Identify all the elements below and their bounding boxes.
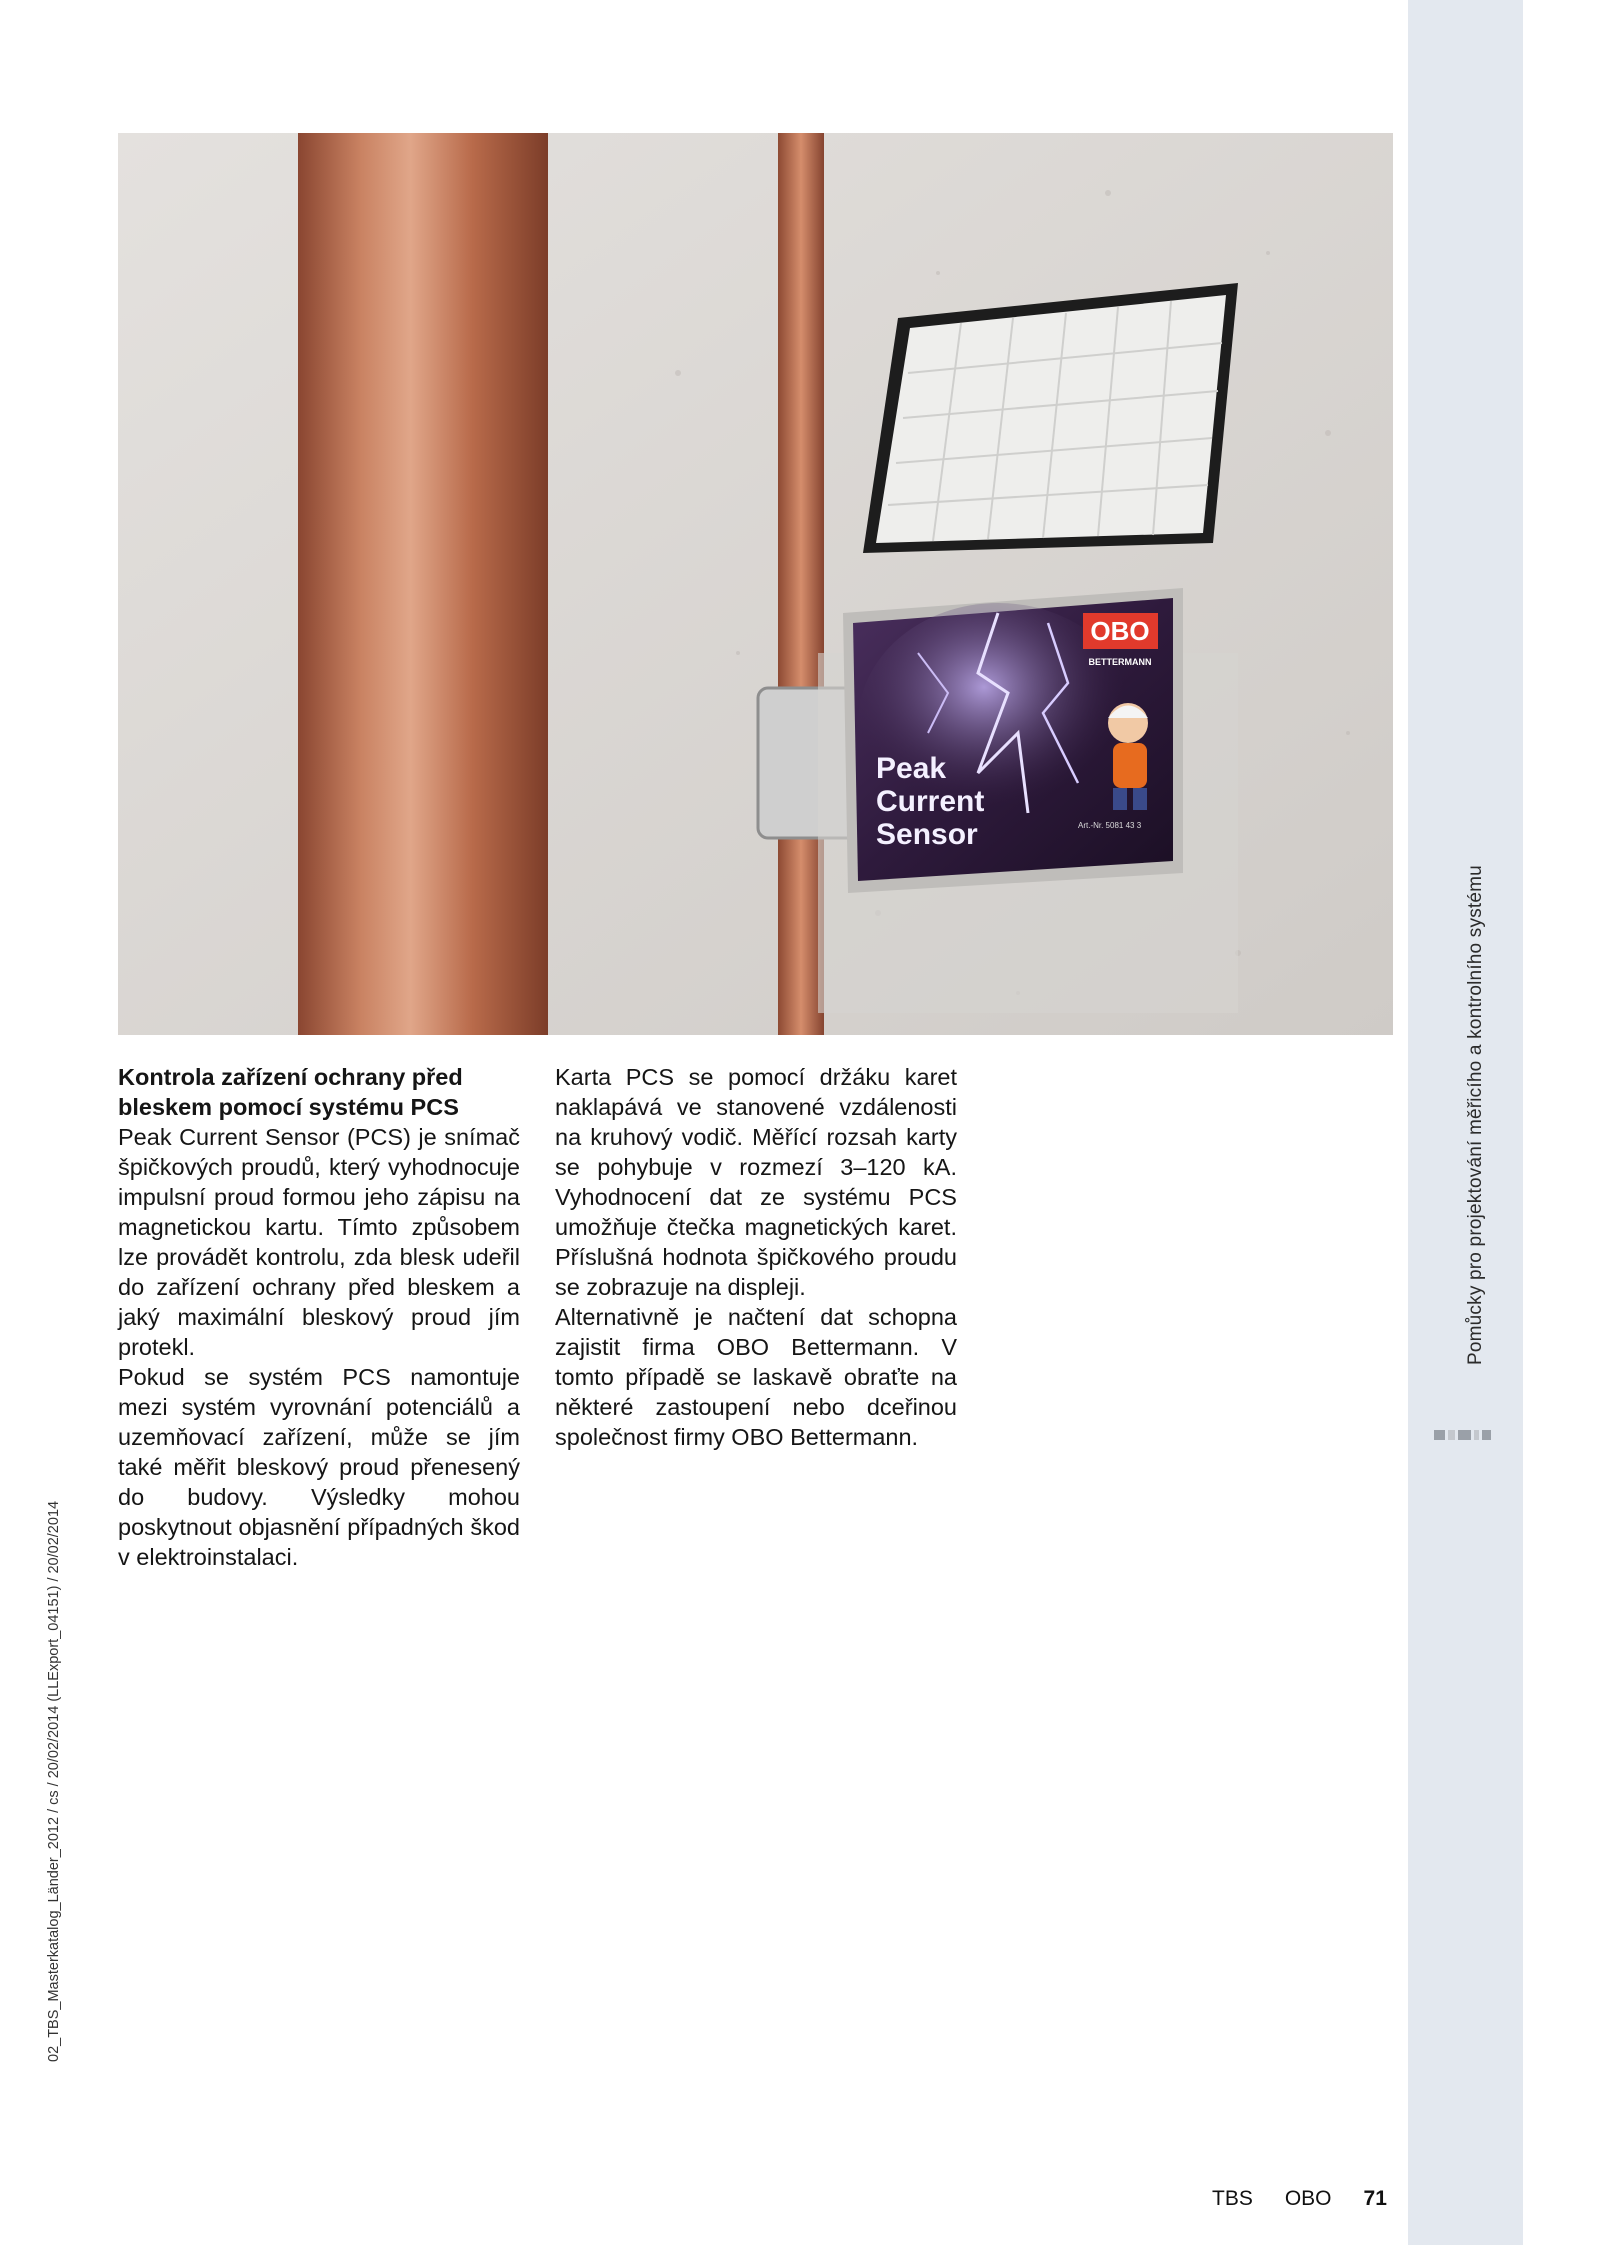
footer-brand: OBO (1284, 2187, 1332, 2210)
card-line-1: Peak (876, 752, 947, 785)
margin-document-code: 02_TBS_Masterkatalog_Länder_2012 / cs / 20/02/2014 (LLExport_04151) / 20/02/2014 (46, 1500, 62, 2062)
card-line-2: Current (876, 785, 985, 818)
page-number: 71 (1363, 2187, 1387, 2210)
card-line-3: Sensor (876, 818, 978, 851)
article-paragraph-1: Peak Current Sensor (PCS) je snímač špičkových proudů, který vyhodnocuje impulsní proud formou jeho zápisu na magnetickou kartu. Tímto způsobem lze provádět kontrolu, zda blesk udeřil do zařízení ochrany před bleskem a jaký maximální bleskový proud jím protekl. (118, 1124, 520, 1360)
article-paragraph-3: Karta PCS se pomocí držáku karet naklapává ve stanovené vzdálenosti na kruhový vodič. Měřící rozsah karty se pohybuje v rozmezí 3–120 kA. Vyhodnocení dat ze systému PCS umožňuje čtečka magnetických karet. Příslušná hodnota špičkového proudu se zobrazuje na displeji. (555, 1064, 957, 1300)
solar-panel (863, 283, 1238, 553)
footer-section: TBS (1212, 2187, 1253, 2210)
article-column-left (118, 1062, 520, 1572)
article-heading: Kontrola zařízení ochrany před bleskem pomocí systému PCS (118, 1064, 463, 1120)
article-paragraph-4: Alternativně je načtení dat schopna zajistit firma OBO Bettermann. V tomto případě se laskavě obraťte na některé zastoupení nebo dceřinou společnost firmy OBO Bettermann. (555, 1304, 957, 1450)
sidebar-logo-mark (1434, 1425, 1491, 1445)
article-column-right (555, 1062, 957, 1452)
downpipe (298, 133, 548, 1035)
card-brand: OBO (1090, 616, 1150, 646)
sidebar-title: Pomůcky pro projektování měřicího a kontrolního systému (1465, 865, 1486, 1365)
pcs-card (843, 588, 1183, 893)
pcs-illustration (118, 133, 1393, 1035)
round-conductor (778, 133, 824, 1035)
card-brand-sub: BETTERMANN (1088, 657, 1152, 667)
page-footer (1212, 2187, 1387, 2211)
card-code: Art.-Nr. 5081 43 3 (1078, 821, 1142, 830)
product-photo (118, 133, 1393, 1035)
article-paragraph-2: Pokud se systém PCS namontuje mezi systém vyrovnání potenciálů a uzemňovací zařízení, může se jím také měřit bleskový proud přenesený do budovy. Výsledky mohou poskytnout objasnění případných škod v elektroinstalaci. (118, 1364, 520, 1570)
